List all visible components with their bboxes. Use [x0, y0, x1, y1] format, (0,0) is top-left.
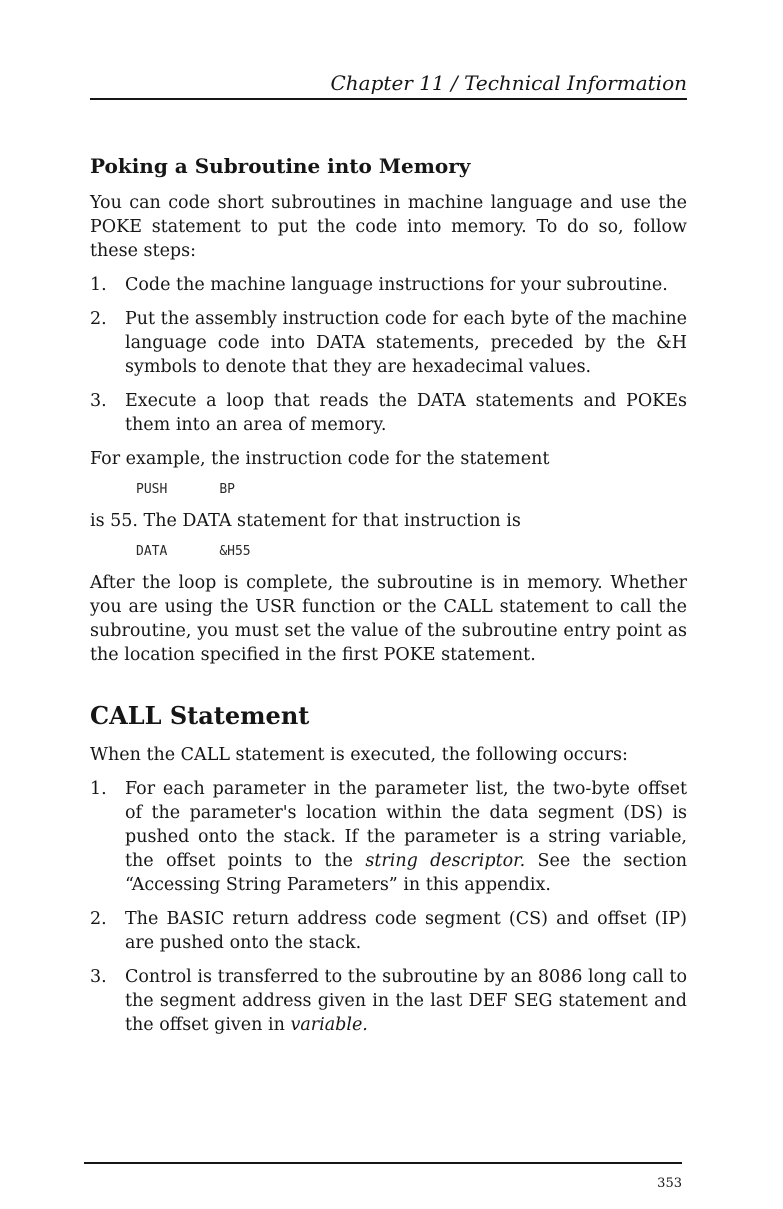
term-variable: variable. — [290, 1015, 368, 1035]
call-intro: When the CALL statement is executed, the following occurs: — [90, 745, 628, 765]
list-item — [90, 965, 687, 1037]
step-text: For each parameter in the parameter list, the two-byte offset of the parameter's location within the data segment (DS) is pushed onto the stack. If the parameter is a string variable, the offset points to the string descriptor. See the section “Accessing String Parameters” in this appendix. — [125, 779, 687, 895]
footer-rule — [84, 1162, 682, 1164]
step-text: Code the machine language instructions for your subroutine. — [125, 275, 668, 295]
code-operand: &H55 — [219, 544, 251, 559]
list-item — [90, 907, 687, 955]
code-opcode: DATA — [136, 544, 168, 559]
step-text: The BASIC return address code segment (CS) and offset (IP) are pushed onto the stack. — [125, 909, 687, 953]
call-steps-list — [90, 777, 687, 1037]
intro-paragraph: You can code short subroutines in machine language and use the POKE statement to put the code into memory. To do so, follow these steps: — [90, 193, 687, 261]
list-item — [90, 389, 687, 437]
step-number: 2. — [90, 909, 107, 929]
header-rule — [90, 98, 687, 100]
code-example-push — [136, 481, 687, 499]
code-example-data — [136, 543, 687, 561]
code-operand: BP — [219, 482, 235, 497]
step-number: 1. — [90, 275, 107, 295]
step-text: Control is transferred to the subroutine by an 8086 long call to the segment address given in the last DEF SEG statement and the offset given in variable. — [125, 967, 687, 1035]
page-body — [90, 153, 687, 1047]
step-text: Put the assembly instruction code for each byte of the machine language code into DATA statements, preceded by the &H symbols to denote that they are hexadecimal values. — [125, 309, 687, 377]
after-loop-paragraph: After the loop is complete, the subroutine is in memory. Whether you are using the USR function or the CALL statement to call the subroutine, you must set the value of the subroutine entry point as the location specified in the first POKE statement. — [90, 573, 687, 665]
list-item — [90, 777, 687, 897]
section-title-call: CALL Statement — [90, 701, 310, 730]
step-number: 3. — [90, 391, 107, 411]
list-item — [90, 273, 687, 297]
page-number: 353 — [657, 1176, 682, 1191]
example-middle: is 55. The DATA statement for that instruction is — [90, 511, 521, 531]
running-header: Chapter 11 / Technical Information — [330, 71, 687, 95]
step-number: 3. — [90, 967, 107, 987]
section-title-poking: Poking a Subroutine into Memory — [90, 154, 471, 178]
list-item — [90, 307, 687, 379]
step-text: Execute a loop that reads the DATA statements and POKEs them into an area of memory. — [125, 391, 687, 435]
example-intro: For example, the instruction code for the statement — [90, 449, 550, 469]
term-string-descriptor: string descriptor. — [365, 851, 526, 871]
step-number: 2. — [90, 309, 107, 329]
step-number: 1. — [90, 779, 107, 799]
poke-steps-list — [90, 273, 687, 437]
code-opcode: PUSH — [136, 482, 168, 497]
